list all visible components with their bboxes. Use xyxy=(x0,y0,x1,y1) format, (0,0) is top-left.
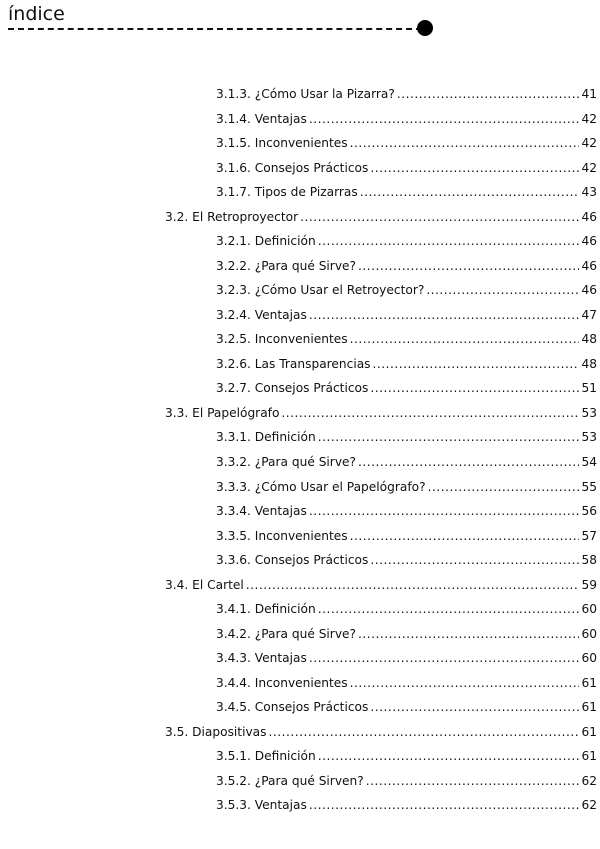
toc-entry-page-number: 55 xyxy=(581,479,597,494)
toc-entry-page-number: 61 xyxy=(581,700,597,715)
toc-dot-leader xyxy=(428,477,580,497)
toc-entry-title: Inconvenientes xyxy=(254,675,348,690)
toc-dot-leader xyxy=(366,771,580,791)
toc-entry-title: Ventajas xyxy=(254,111,307,126)
toc-dot-leader xyxy=(309,109,580,129)
toc-entry-title: Consejos Prácticos xyxy=(254,160,369,175)
toc-entry xyxy=(216,526,597,546)
toc-entry-page-number: 41 xyxy=(581,87,597,101)
toc-entry-number: 3.2.4. xyxy=(216,307,251,322)
toc-entry xyxy=(216,452,597,472)
toc-dot-leader xyxy=(281,403,579,423)
toc-entry-number: 3.1.3. xyxy=(216,87,251,101)
toc-entry-title: El Retroproyector xyxy=(192,209,299,224)
toc-entry-title: ¿Para qué Sirve? xyxy=(254,258,357,273)
toc-entry-title: Tipos de Pizarras xyxy=(254,185,358,200)
toc-entry-number: 3.3.2. xyxy=(216,455,251,469)
header-dashed-rule xyxy=(8,28,422,30)
toc-entry-title: Definición xyxy=(254,602,316,617)
toc-entry-page-number: 60 xyxy=(581,602,597,617)
toc-entry-number: 3.1.4. xyxy=(216,111,251,126)
toc-entry-page-number: 53 xyxy=(581,430,597,445)
toc-dot-leader xyxy=(350,673,580,693)
toc-entry-title: Inconvenientes xyxy=(254,332,348,347)
toc-entry xyxy=(216,329,597,349)
toc-dot-leader xyxy=(309,795,580,815)
toc-dot-leader xyxy=(350,329,580,349)
toc-entry-title: Consejos Prácticos xyxy=(254,700,369,715)
toc-entry-title: ¿Cómo Usar el Retroyector? xyxy=(254,283,425,298)
toc-dot-leader xyxy=(309,648,580,668)
toc-dot-leader xyxy=(358,624,579,644)
toc-entry xyxy=(216,746,597,766)
page-title: índice xyxy=(8,3,65,25)
toc-entry-title: Las Transparencias xyxy=(254,356,371,371)
toc-entry xyxy=(165,575,597,595)
toc-dot-leader xyxy=(358,256,579,276)
toc-entry-number: 3.2.5. xyxy=(216,332,251,347)
toc-entry-number: 3.2.6. xyxy=(216,356,251,371)
toc-entry-page-number: 56 xyxy=(581,504,597,518)
toc-dot-leader xyxy=(370,697,579,717)
toc-entry xyxy=(216,158,597,178)
header-dot-bullet xyxy=(417,20,433,36)
toc-entry xyxy=(165,722,597,742)
toc-entry-page-number: 42 xyxy=(581,160,597,175)
toc-dot-leader xyxy=(318,427,580,447)
toc-dot-leader xyxy=(318,599,580,619)
toc-entry xyxy=(165,403,597,423)
toc-dot-leader xyxy=(309,501,580,521)
toc-entry-number: 3.4.5. xyxy=(216,700,251,715)
toc-dot-leader xyxy=(426,280,579,300)
toc-entry-number: 3.4. xyxy=(165,577,189,592)
toc-entry xyxy=(216,182,597,202)
toc-entry-number: 3.1.5. xyxy=(216,136,251,151)
toc-entry xyxy=(216,305,597,325)
toc-entry xyxy=(165,207,597,227)
toc-entry xyxy=(216,673,597,693)
toc-entry-title: ¿Para qué Sirve? xyxy=(254,626,357,641)
toc-entry-page-number: 51 xyxy=(581,381,597,396)
toc-entry xyxy=(216,109,597,129)
toc-entry-number: 3.2.3. xyxy=(216,283,251,298)
toc-dot-leader xyxy=(360,182,580,202)
toc-entry xyxy=(216,427,597,447)
toc-entry-number: 3.2.2. xyxy=(216,258,251,273)
toc-entry-page-number: 61 xyxy=(581,749,597,764)
toc-entry-number: 3.5.1. xyxy=(216,749,251,764)
toc-entry-page-number: 62 xyxy=(581,798,597,813)
toc-entry-title: El Cartel xyxy=(192,577,244,592)
toc-dot-leader xyxy=(350,526,580,546)
toc-entry-number: 3.5.2. xyxy=(216,773,251,788)
toc-dot-leader xyxy=(269,722,580,742)
toc-entry xyxy=(216,501,597,521)
toc-entry-page-number: 54 xyxy=(581,455,597,469)
toc-entry-page-number: 42 xyxy=(581,111,597,126)
toc-entry xyxy=(216,599,597,619)
toc-dot-leader xyxy=(370,158,579,178)
toc-entry-title: Definición xyxy=(254,749,316,764)
toc-dot-leader xyxy=(370,550,579,570)
toc-entry-page-number: 62 xyxy=(581,773,597,788)
toc-entry-page-number: 46 xyxy=(581,283,597,298)
toc-dot-leader xyxy=(318,231,580,251)
toc-entry-title: ¿Cómo Usar la Pizarra? xyxy=(254,87,395,101)
toc-entry-number: 3.1.7. xyxy=(216,185,251,200)
toc-entry-title: Ventajas xyxy=(254,504,307,518)
toc-dot-leader xyxy=(358,452,579,472)
toc-dot-leader xyxy=(397,84,580,104)
toc-entry-title: Definición xyxy=(254,430,316,445)
toc-entry-number: 3.4.2. xyxy=(216,626,251,641)
toc-dot-leader xyxy=(300,207,579,227)
toc-entry-page-number: 58 xyxy=(581,553,597,568)
toc-entry xyxy=(216,795,597,815)
toc-entry xyxy=(216,256,597,276)
toc-entry-page-number: 43 xyxy=(581,185,597,200)
toc-dot-leader xyxy=(318,746,580,766)
toc-entry-page-number: 46 xyxy=(581,258,597,273)
toc-entry-number: 3.3. xyxy=(165,405,189,420)
toc-entry-number: 3.2.7. xyxy=(216,381,251,396)
page-header xyxy=(8,2,440,42)
toc-entry-page-number: 60 xyxy=(581,626,597,641)
toc-entry-page-number: 61 xyxy=(581,724,597,739)
toc-entry-title: El Papelógrafo xyxy=(192,405,280,420)
toc-entry-page-number: 57 xyxy=(581,528,597,543)
toc-entry-page-number: 47 xyxy=(581,307,597,322)
toc-entry xyxy=(216,624,597,644)
toc-entry-page-number: 46 xyxy=(581,209,597,224)
toc-entry-title: Consejos Prácticos xyxy=(254,553,369,568)
toc-dot-leader xyxy=(350,133,580,153)
toc-entry-title: Inconvenientes xyxy=(254,528,348,543)
toc-entry-page-number: 60 xyxy=(581,651,597,666)
toc-entry-page-number: 48 xyxy=(581,332,597,347)
toc-entry xyxy=(216,648,597,668)
toc-entry xyxy=(216,231,597,251)
toc-entry-number: 3.2.1. xyxy=(216,234,251,249)
toc-entry xyxy=(216,84,597,104)
toc-entry-number: 3.3.4. xyxy=(216,504,251,518)
toc-entry-number: 3.5.3. xyxy=(216,798,251,813)
toc-entry xyxy=(216,280,597,300)
toc-entry-title: Diapositivas xyxy=(192,724,267,739)
toc-dot-leader xyxy=(246,575,580,595)
toc-entry-number: 3.5. xyxy=(165,724,189,739)
toc-entry-page-number: 53 xyxy=(581,405,597,420)
toc-entry-number: 3.4.3. xyxy=(216,651,251,666)
toc-entry xyxy=(216,477,597,497)
toc-entry-page-number: 59 xyxy=(581,577,597,592)
toc-entry xyxy=(216,133,597,153)
toc-dot-leader xyxy=(370,378,579,398)
toc-entry-number: 3.2. xyxy=(165,209,189,224)
toc-entry-number: 3.4.1. xyxy=(216,602,251,617)
toc-entry-title: Consejos Prácticos xyxy=(254,381,369,396)
toc-entry xyxy=(216,354,597,374)
toc-entry-title: Ventajas xyxy=(254,651,307,666)
toc-entry-title: ¿Para qué Sirve? xyxy=(254,455,357,469)
toc-entry-page-number: 61 xyxy=(581,675,597,690)
toc-entry xyxy=(216,771,597,791)
toc-entry-number: 3.4.4. xyxy=(216,675,251,690)
toc-entry-number: 3.1.6. xyxy=(216,160,251,175)
toc-entry-title: Ventajas xyxy=(254,798,307,813)
toc-entry-title: Definición xyxy=(254,234,316,249)
toc-entry xyxy=(216,550,597,570)
toc-entry-page-number: 42 xyxy=(581,136,597,151)
toc-entry-number: 3.3.6. xyxy=(216,553,251,568)
toc-entry-page-number: 46 xyxy=(581,234,597,249)
toc-entry-page-number: 48 xyxy=(581,356,597,371)
toc-entry-title: ¿Cómo Usar el Papelógrafo? xyxy=(254,479,426,494)
toc-entry-number: 3.3.3. xyxy=(216,479,251,494)
toc-entry-number: 3.3.1. xyxy=(216,430,251,445)
toc-entry-title: Inconvenientes xyxy=(254,136,348,151)
toc-dot-leader xyxy=(309,305,580,325)
toc-entry-title: Ventajas xyxy=(254,307,307,322)
toc-entry xyxy=(216,697,597,717)
toc-entry-number: 3.3.5. xyxy=(216,528,251,543)
toc-entry xyxy=(216,378,597,398)
toc-dot-leader xyxy=(373,354,580,374)
toc-entry-title: ¿Para qué Sirven? xyxy=(254,773,364,788)
